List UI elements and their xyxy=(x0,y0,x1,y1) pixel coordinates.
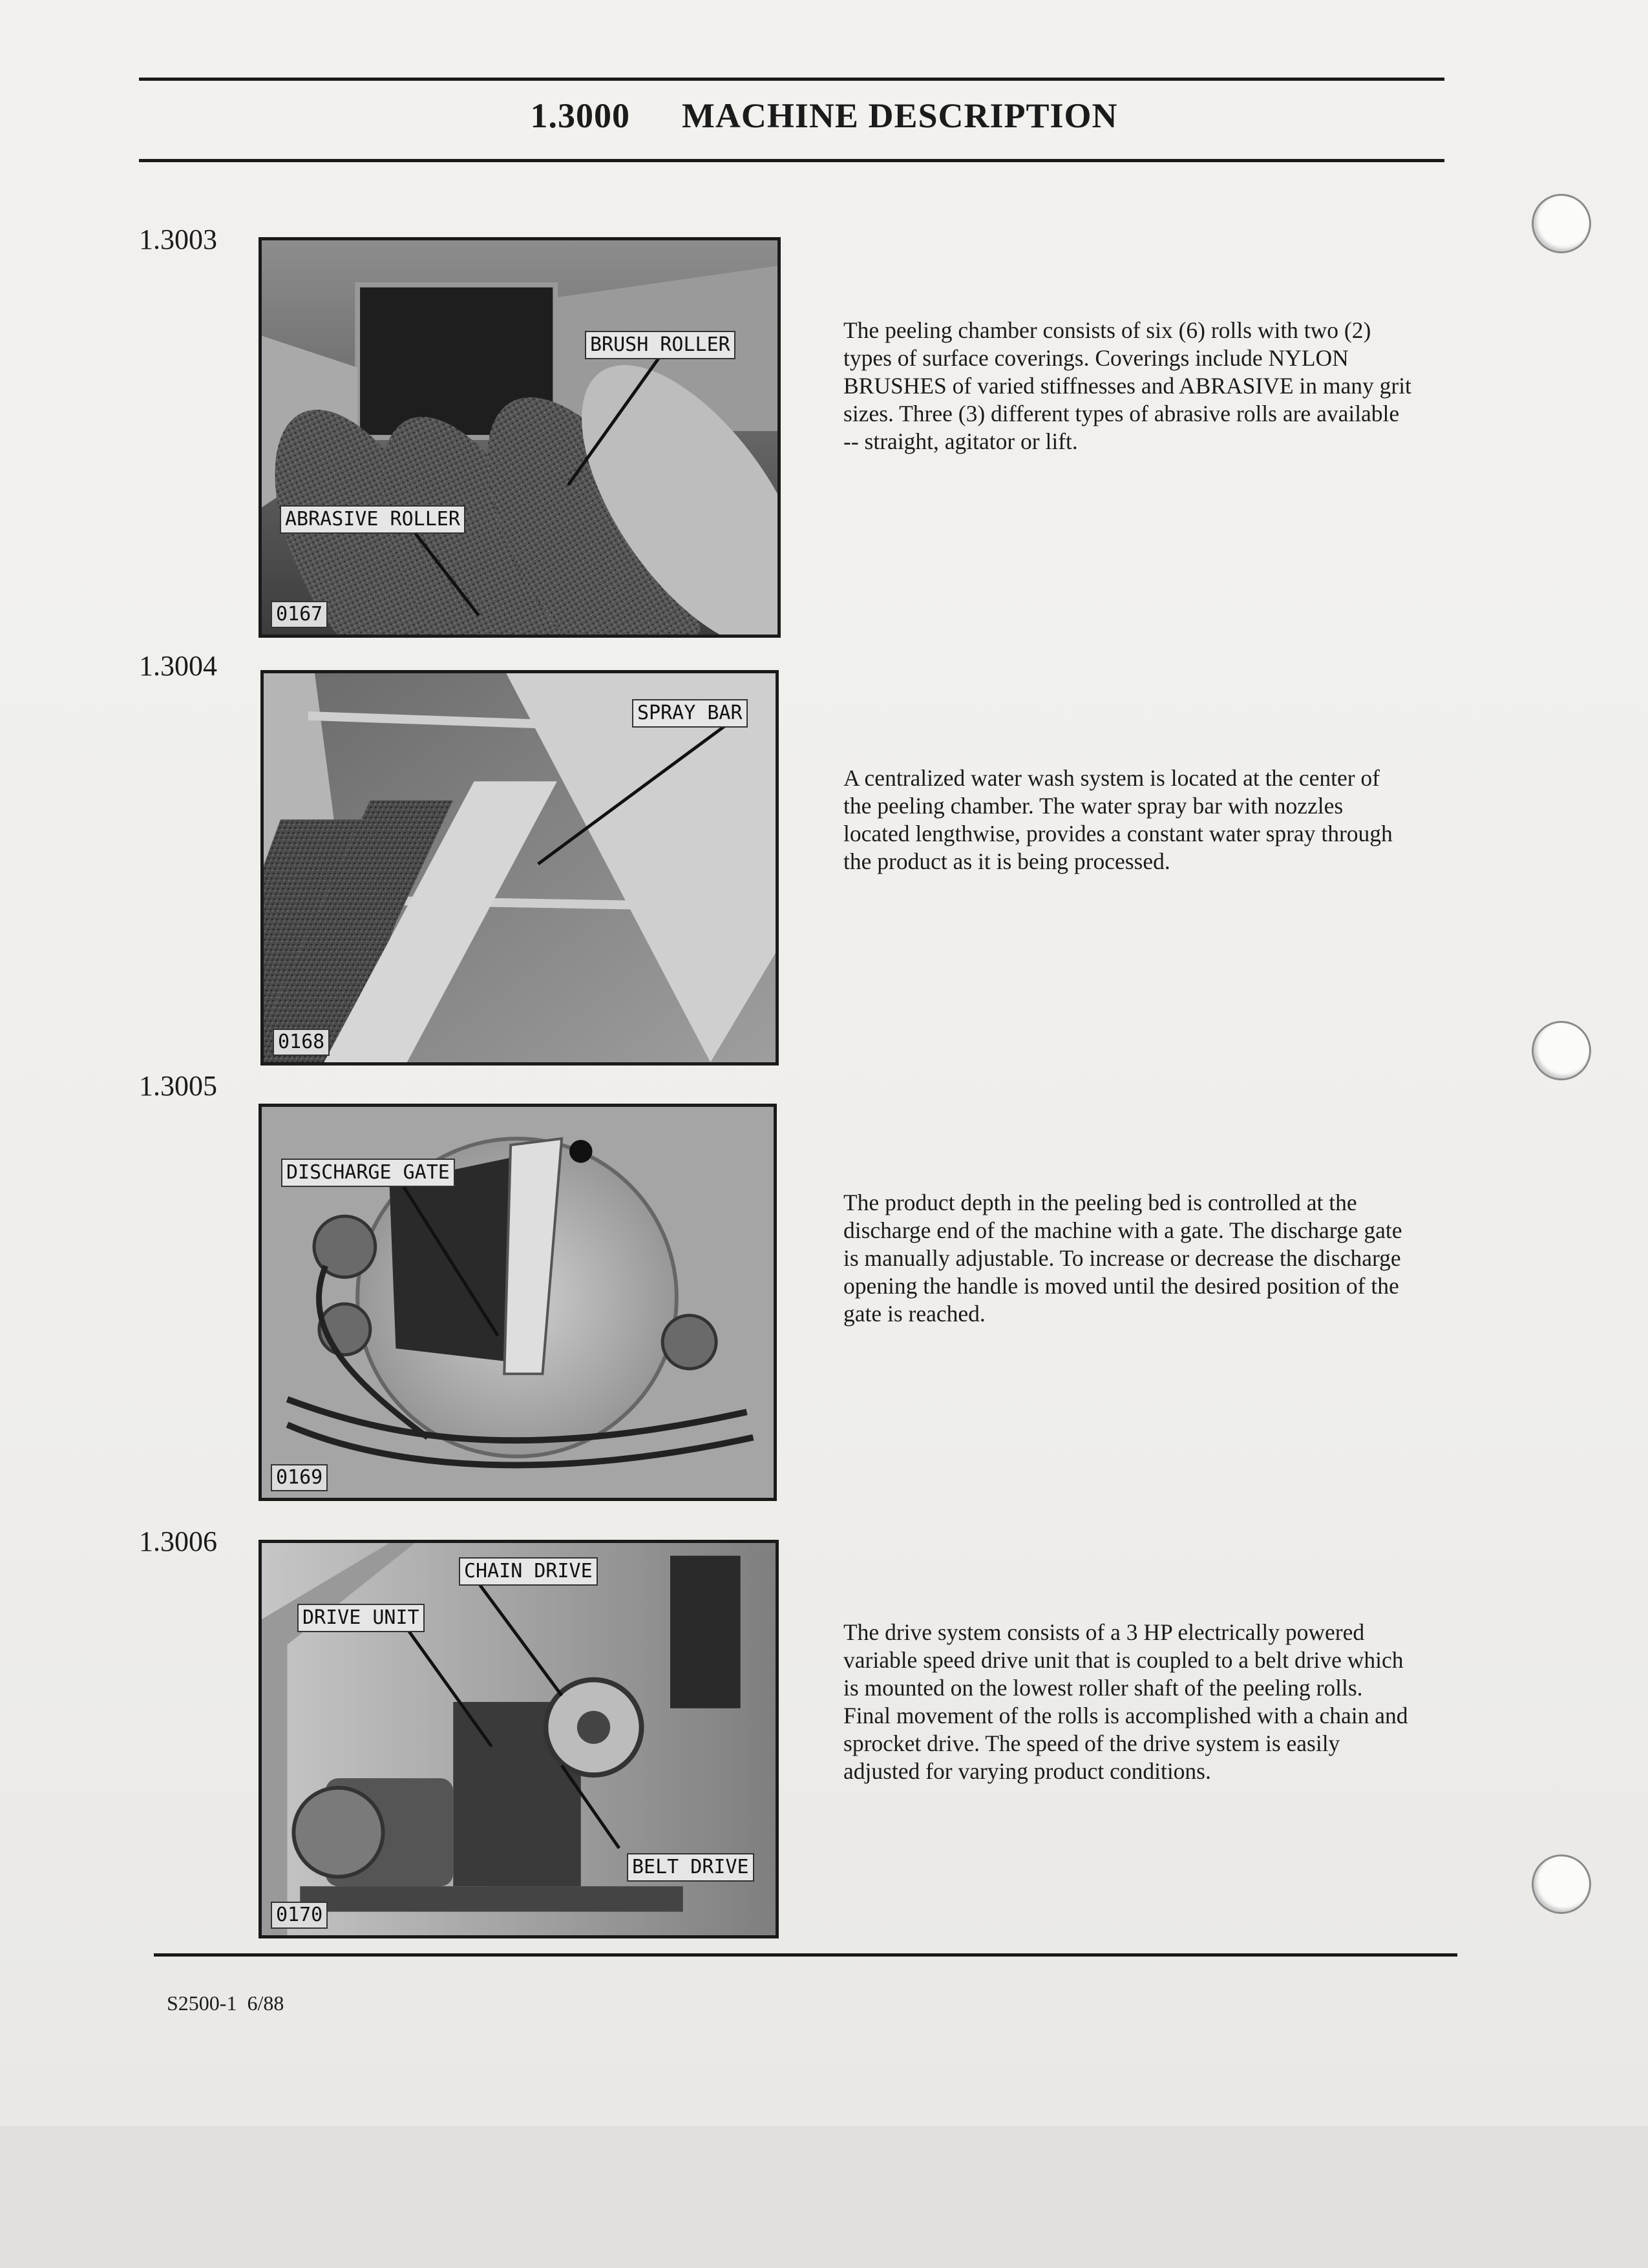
footer-rule xyxy=(154,1953,1457,1957)
section-number: 1.3006 xyxy=(139,1526,217,1557)
photo-code: 0169 xyxy=(271,1464,328,1491)
section-number: 1.3004 xyxy=(139,650,217,682)
header-rule-bottom xyxy=(139,159,1444,162)
peeling-chamber-illustration xyxy=(262,240,777,635)
punch-hole-top xyxy=(1532,194,1591,253)
header-title: MACHINE DESCRIPTION xyxy=(681,96,1118,135)
label-belt-drive: BELT DRIVE xyxy=(627,1853,754,1882)
section-number: 1.3003 xyxy=(139,224,217,255)
page-header xyxy=(0,96,1648,136)
punch-hole-middle xyxy=(1532,1021,1591,1080)
section-number: 1.3005 xyxy=(139,1070,217,1102)
label-abrasive-roller: ABRASIVE ROLLER xyxy=(280,505,465,534)
label-discharge-gate: DISCHARGE GATE xyxy=(281,1159,455,1187)
punch-hole-bottom xyxy=(1532,1854,1591,1914)
section-description: A centralized water wash system is located at the center of the peeling chamber. The water spray bar with nozzles located lengthwise, provides a constant water spray through the product as it is being processed. xyxy=(843,765,1393,874)
label-spray-bar: SPRAY BAR xyxy=(632,699,748,728)
photo-code: 0167 xyxy=(271,601,328,628)
section-description: The drive system consists of a 3 HP electrically powered variable speed drive unit that is coupled to a belt drive which is mounted on the lowest roller shaft of the peeling rolls. Final movement of the rolls is accomplished with a chain and sprocket drive. The speed of the drive system is easily adjusted for varying product conditions. xyxy=(843,1619,1408,1784)
scan-background xyxy=(0,2126,1648,2268)
page-footer xyxy=(167,1991,284,2015)
photo-discharge-gate xyxy=(259,1104,777,1501)
label-drive-unit: DRIVE UNIT xyxy=(297,1604,425,1632)
photo-code: 0168 xyxy=(273,1029,330,1056)
footer-date: 6/88 xyxy=(247,1991,284,2015)
header-rule-top xyxy=(139,78,1444,81)
photo-drive-system xyxy=(259,1540,779,1938)
spray-bar-illustration xyxy=(264,673,776,1062)
header-section-number: 1.3000 xyxy=(530,96,630,135)
footer-doc-id: S2500-1 xyxy=(167,1991,237,2015)
photo-spray-bar xyxy=(260,670,779,1066)
photo-peeling-chamber xyxy=(259,237,781,638)
section-description: The peeling chamber consists of six (6) rolls with two (2) types of surface coverings. Coverings include NYLON BRUSHES of varied stiffnesses and ABRASIVE in many grit sizes. Three (3) different types of abrasive rolls are available -- straight, agitator or lift. xyxy=(843,317,1411,454)
label-brush-roller: BRUSH ROLLER xyxy=(585,331,735,359)
photo-code: 0170 xyxy=(271,1902,328,1929)
section-description: The product depth in the peeling bed is controlled at the discharge end of the machine with a gate. The discharge gate is manually adjustable. To increase or decrease the discharge opening the handle is moved until the desired position of the gate is reached. xyxy=(843,1190,1402,1327)
label-chain-drive: CHAIN DRIVE xyxy=(459,1557,598,1586)
